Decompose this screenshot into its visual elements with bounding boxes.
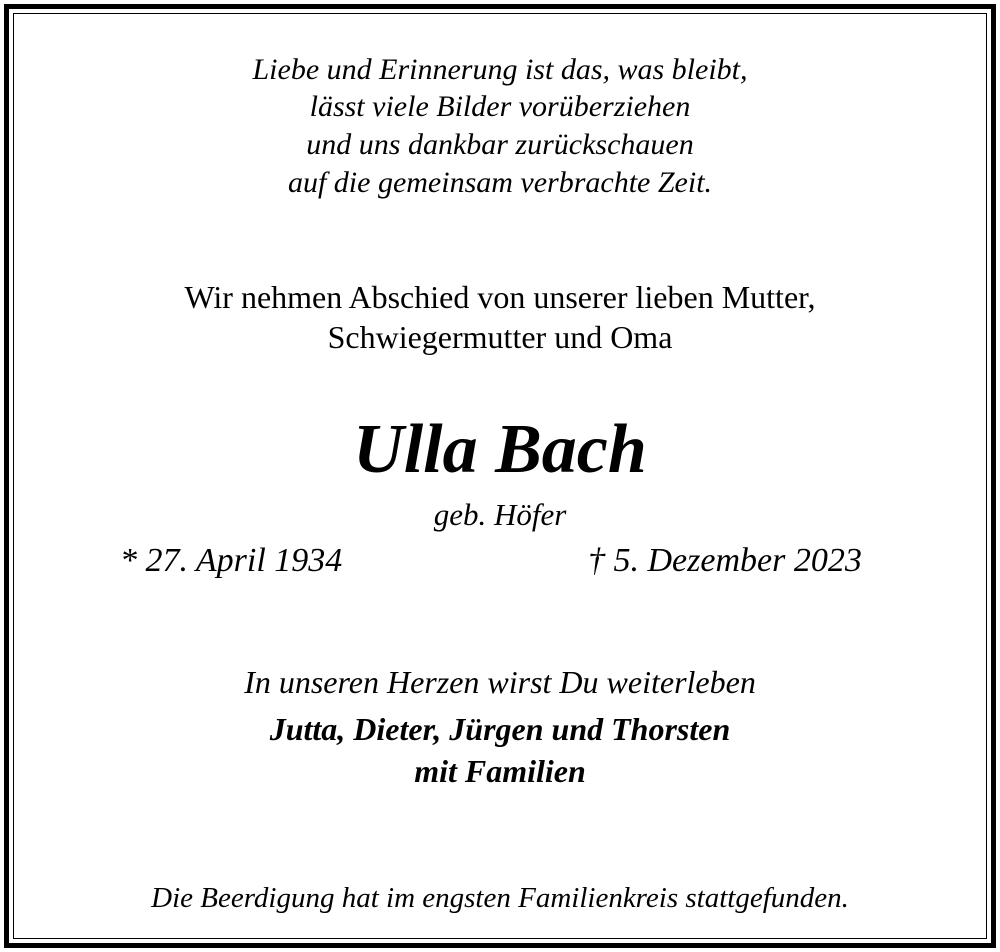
intro-line-2: Schwiegermutter und Oma [327,319,673,355]
verse-line-2: lässt viele Bilder vorüberziehen [309,90,691,123]
memory-line: In unseren Herzen wirst Du weiterleben [244,664,756,700]
verse-line-1: Liebe und Erinnerung ist das, was bleibt, [252,53,748,86]
mourners-line-2: mit Familien [414,753,586,789]
intro-line-1: Wir nehmen Abschied von unserer lieben Mutter, [184,279,816,315]
birth-name: geb. Höfer [433,497,567,532]
verse-line-3: und uns dankbar zurückschauen [306,128,694,161]
birth-date: * 27. April 1934 [120,542,343,579]
verse-line-4: auf die gemeinsam verbrachte Zeit. [287,166,713,199]
funeral-note: Die Beerdigung hat im engsten Familienkreis stattgefunden. [151,882,849,914]
death-date: † 5. Dezember 2023 [588,542,862,579]
deceased-name: Ulla Bach [353,411,647,488]
mourners-line-1: Jutta, Dieter, Jürgen und Thorsten [269,711,731,747]
